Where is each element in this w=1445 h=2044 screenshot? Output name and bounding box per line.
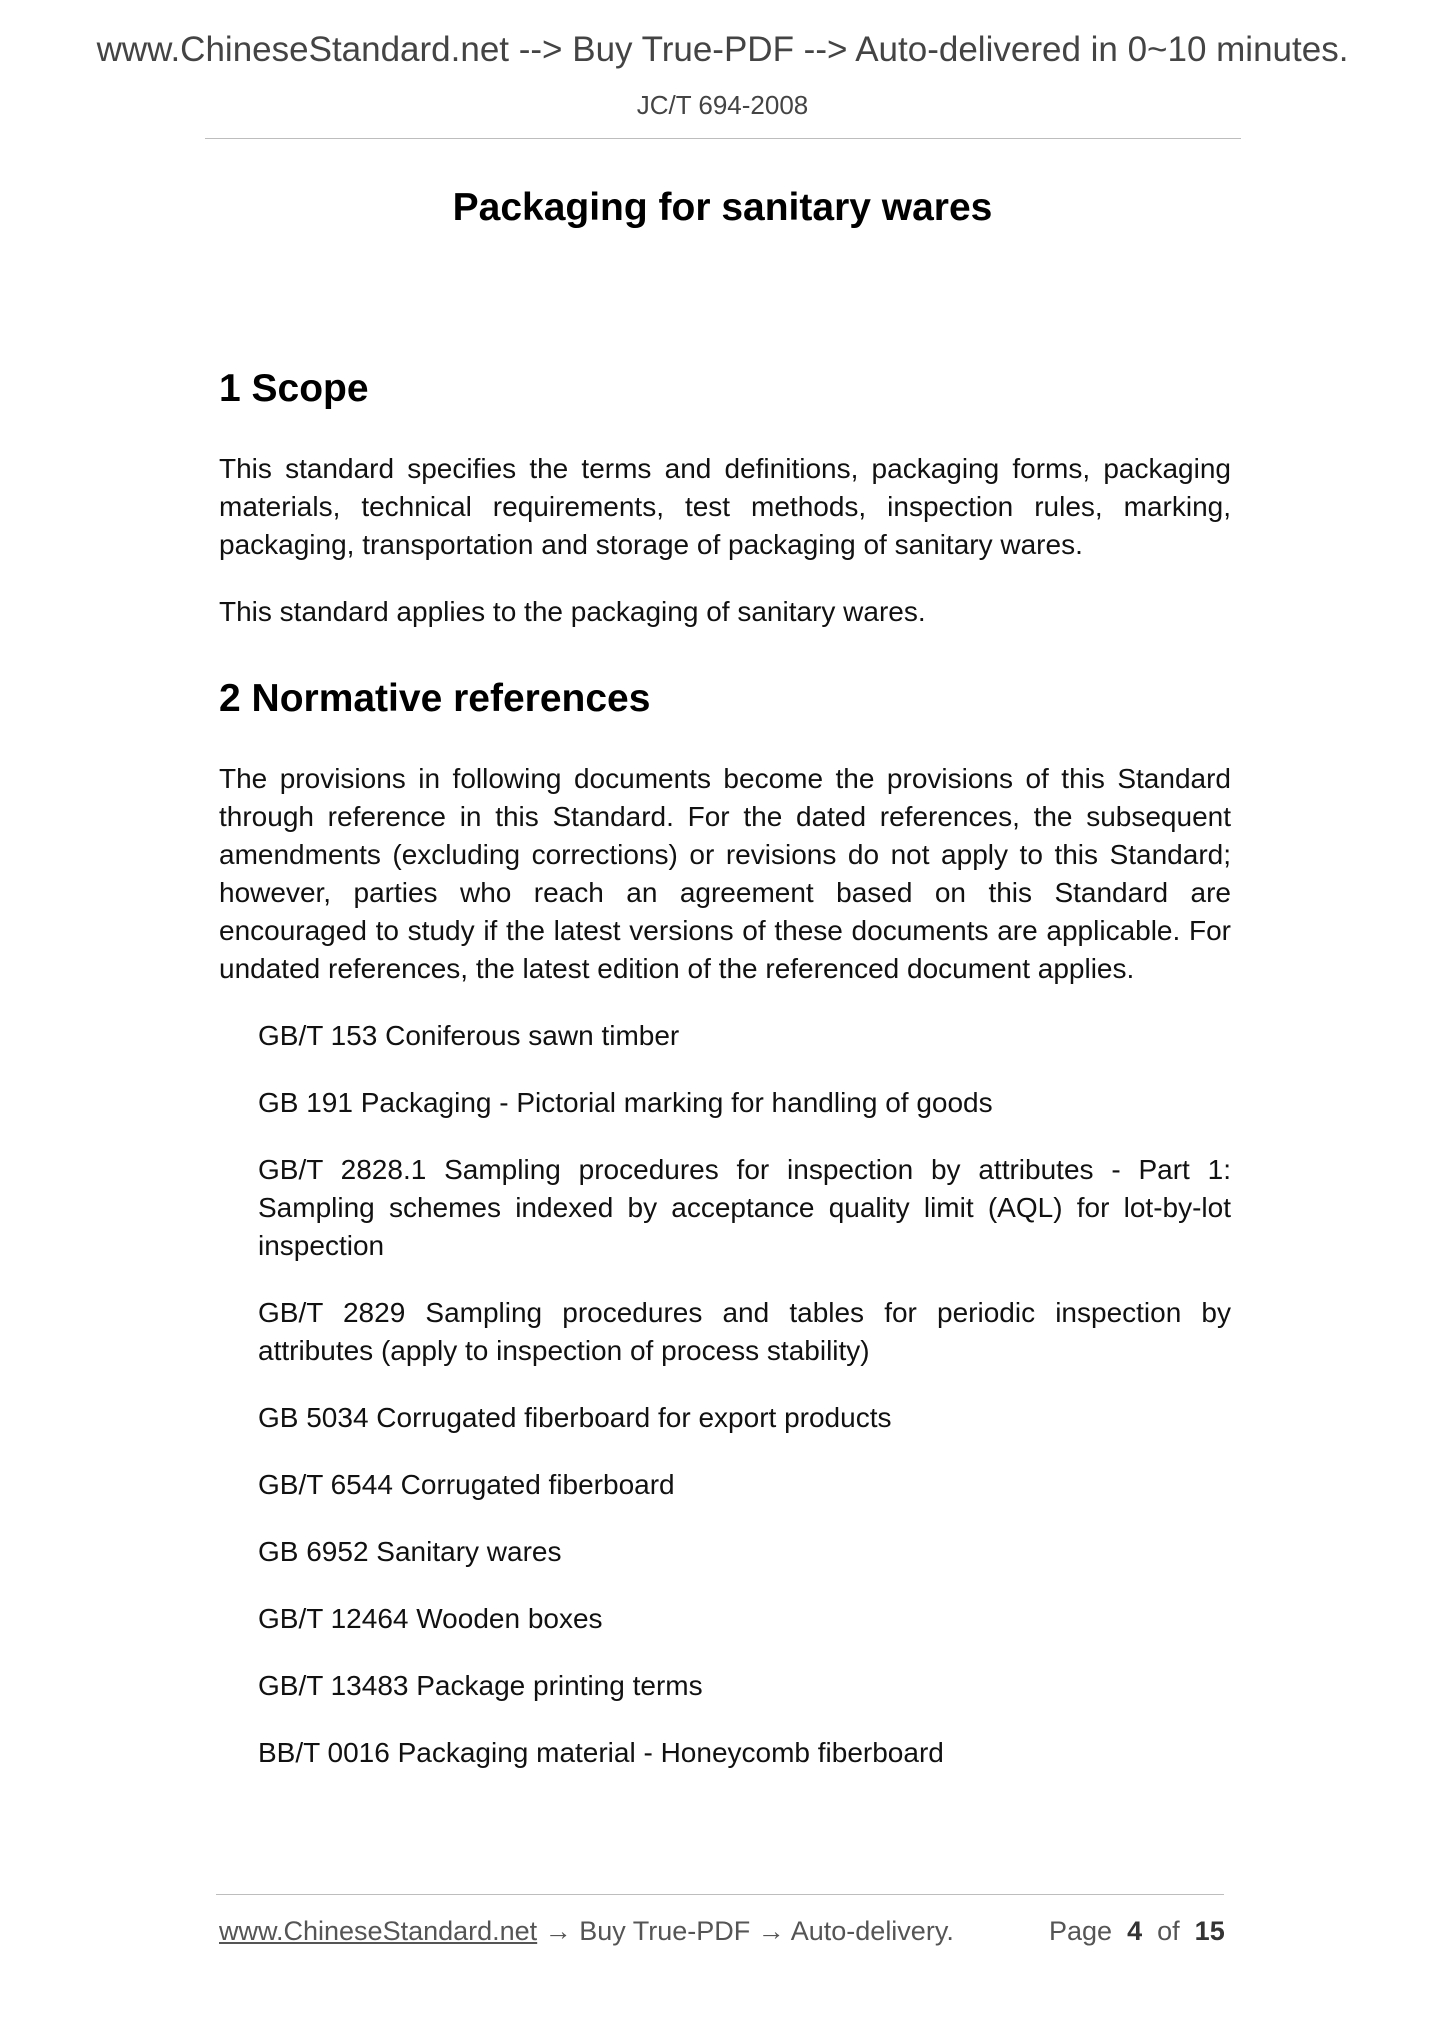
footer-note	[219, 1916, 954, 1947]
reference-item: GB 5034 Corrugated fiberboard for export products	[258, 1402, 892, 1433]
footer-link[interactable]: www.ChineseStandard.net	[219, 1916, 538, 1946]
document-body	[219, 365, 1231, 1801]
of-label: of	[1157, 1916, 1180, 1946]
scope-paragraph-1: This standard specifies the terms and definitions, packaging forms, packaging materials, technical requirements, test methods, inspection rules, marking, packaging, transportation and storage of packaging of sanitary wares.	[219, 453, 1231, 560]
reference-item: GB/T 2829 Sampling procedures and tables for periodic inspection by attributes (apply to inspection of process stability)	[258, 1297, 1231, 1366]
scope-heading: 1 Scope	[219, 367, 369, 410]
footer-tail: → Buy True-PDF → Auto-delivery.	[537, 1916, 954, 1946]
reference-item: GB/T 2828.1 Sampling procedures for inspection by attributes - Part 1: Sampling schemes indexed by acceptance quality limit (AQL) for lot-by-lot inspection	[258, 1154, 1231, 1261]
normative-heading: 2 Normative references	[219, 677, 651, 720]
reference-item: GB/T 13483 Package printing terms	[258, 1670, 703, 1701]
reference-item: GB 6952 Sanitary wares	[258, 1536, 562, 1567]
reference-item: GB/T 12464 Wooden boxes	[258, 1603, 603, 1634]
footer-divider	[216, 1894, 1224, 1895]
reference-item: GB/T 6544 Corrugated fiberboard	[258, 1469, 675, 1500]
header-divider	[205, 138, 1241, 139]
reference-item: BB/T 0016 Packaging material - Honeycomb fiberboard	[258, 1737, 944, 1768]
reference-item: GB/T 153 Coniferous sawn timber	[258, 1020, 680, 1051]
scope-paragraph-2: This standard applies to the packaging of sanitary wares.	[219, 596, 926, 627]
page-title: Packaging for sanitary wares	[452, 186, 993, 229]
page-indicator	[1049, 1916, 1225, 1947]
reference-item: GB 191 Packaging - Pictorial marking for handling of goods	[258, 1087, 993, 1118]
reference-list	[258, 1017, 1231, 1772]
normative-paragraph: The provisions in following documents become the provisions of this Standard through reference in this Standard. For the dated references, the subsequent amendments (excluding corrections) or revisions do not apply to this Standard; however, parties who reach an agreement based on this Standard are encouraged to study if the latest versions of these documents are applicable. For undated references, the latest edition of the referenced document applies.	[219, 763, 1231, 984]
page-label: Page	[1049, 1916, 1113, 1946]
standard-code: JC/T 694-2008	[636, 90, 809, 120]
page-number: 4	[1127, 1916, 1143, 1946]
page-total: 15	[1194, 1916, 1225, 1946]
header-banner: www.ChineseStandard.net --> Buy True-PDF --> Auto-delivered in 0~10 minutes.	[96, 30, 1349, 69]
